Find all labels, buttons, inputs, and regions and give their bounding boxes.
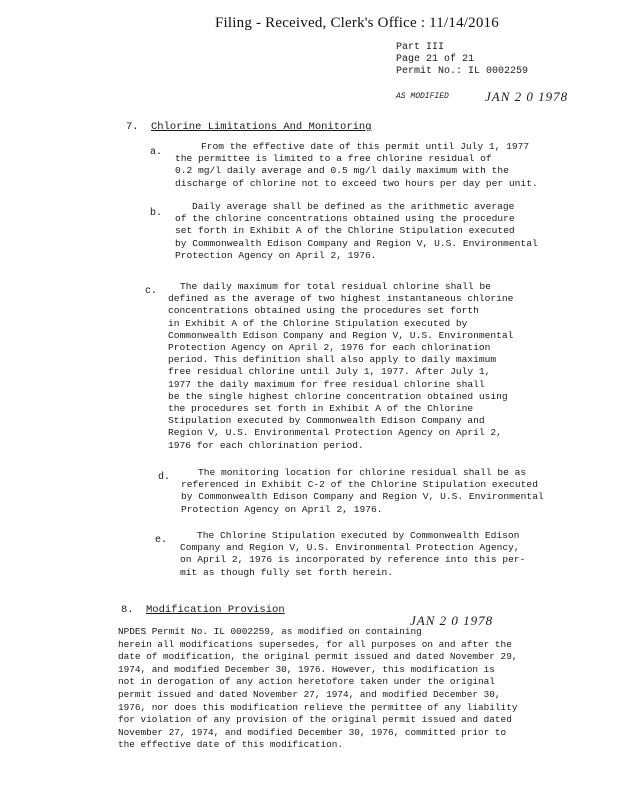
modified-label: AS MODIFIED [396, 92, 449, 101]
paragraph-line: Daily average shall be defined as the arithmetic average [192, 201, 515, 212]
paragraph-line: Protection Agency on April 2, 1976 for each chlorination [168, 342, 491, 354]
item-d-paragraph [181, 467, 571, 516]
paragraph-line: Region V, U.S. Environmental Protection Agency on April 2, [168, 427, 502, 439]
paragraph-line: the procedures set forth in Exhibit A of the Chlorine [168, 403, 474, 415]
section-8-paragraph [118, 626, 568, 752]
paragraph-line: The monitoring location for chlorine residual shall be as [198, 467, 527, 478]
paragraph-line: of the chlorine concentrations obtained using the procedure [175, 213, 515, 225]
item-b-paragraph [175, 201, 565, 262]
item-c-letter: c. [145, 286, 158, 297]
paragraph-line: Company and Region V, U.S. Environmental Protection Agency, [180, 542, 520, 554]
paragraph-line: by Commonwealth Edison Company and Region V, U.S. Environmental [181, 491, 544, 503]
paragraph-line: permit issued and dated November 27, 1974, and modified December 30, [118, 688, 501, 700]
paragraph-line: be the single highest chlorine concentration obtained using [168, 390, 508, 402]
paragraph-line: set forth in Exhibit A of the Chlorine Stipulation executed [175, 225, 515, 237]
paragraph-line: The daily maximum for total residual chlorine shall be [180, 281, 491, 292]
paragraph-line: Stipulation executed by Commonwealth Edison Company and [168, 415, 485, 427]
header-page: Page 21 of 21 [396, 54, 475, 65]
paragraph-line: herein all modifications supersedes, for all purposes on and after the [118, 638, 512, 650]
section-8-title: Modification Provision [146, 604, 285, 616]
item-e-paragraph [180, 530, 570, 579]
paragraph-line: Protection Agency on April 2, 1976. [181, 503, 383, 515]
modification-date-stamp: JAN 2 0 1978 [410, 613, 494, 628]
paragraph-line: in Exhibit A of the Chlorine Stipulation executed by [168, 317, 468, 329]
paragraph-line: on April 2, 1976 is incorporated by reference into this per- [180, 554, 526, 566]
paragraph-line: 0.2 mg/l daily average and 0.5 mg/l daily maximum with the [175, 165, 509, 177]
paragraph-line: 1976 for each chlorination period. [168, 439, 364, 451]
paragraph-line: for violation of any provision of the original permit issued and dated [118, 714, 512, 726]
item-b-letter: b. [150, 208, 163, 219]
paragraph-line: 1977 the daily maximum for free residual chlorine shall [168, 378, 485, 390]
modified-date: JAN 2 0 1978 [485, 89, 569, 104]
paragraph-line: Commonwealth Edison Company and Region V, U.S. Environmental [168, 329, 514, 341]
item-a-letter: a. [150, 147, 163, 158]
paragraph-line: mit as though fully set forth herein. [180, 566, 394, 578]
paragraph-line: referenced in Exhibit C-2 of the Chlorine Stipulation executed [181, 479, 538, 491]
section-7-number: 7. [126, 121, 139, 133]
paragraph-line: free residual chlorine until July 1, 1977. After July 1, [168, 366, 491, 378]
item-c-paragraph [168, 281, 558, 452]
paragraph-line: not in derogation of any action heretofore taken under the original [118, 676, 495, 688]
header-permit: Permit No.: IL 0002259 [396, 66, 529, 77]
paragraph-line: November 27, 1974, and modified December 30, 1976, committed prior to [118, 726, 507, 738]
section-7-title: Chlorine Limitations And Monitoring [151, 121, 372, 133]
item-a-paragraph [175, 141, 565, 190]
paragraph-line: discharge of chlorine not to exceed two hours per day per unit. [175, 177, 538, 189]
paragraph-line: defined as the average of two highest instantaneous chlorine [168, 293, 514, 305]
paragraph-line: the effective date of this modification. [118, 739, 344, 751]
paragraph-line: Protection Agency on April 2, 1976. [175, 249, 377, 261]
header-part: Part III [396, 42, 445, 53]
paragraph-line: concentrations obtained using the procedures set forth [168, 305, 479, 317]
paragraph-line: 1974, and modified December 30, 1976. However, this modification is [118, 663, 495, 675]
filing-stamp: Filing - Received, Clerk's Office : 11/14/2016 [215, 15, 499, 31]
section-8-number: 8. [121, 604, 134, 616]
paragraph-line: 1976, nor does this modification relieve the permittee of any liability [118, 701, 518, 713]
paragraph-line: period. This definition shall also apply to daily maximum [168, 354, 497, 366]
paragraph-line: date of modification, the original permit issued and dated November 29, [118, 651, 518, 663]
paragraph-line: From the effective date of this permit until July 1, 1977 [201, 141, 530, 152]
paragraph-line: NPDES Permit No. IL 0002259, as modified on containing [118, 626, 422, 637]
paragraph-line: the permittee is limited to a free chlorine residual of [175, 153, 492, 165]
paragraph-line: The Chlorine Stipulation executed by Commonwealth Edison [197, 530, 520, 541]
item-d-letter: d. [158, 472, 171, 483]
item-e-letter: e. [155, 535, 168, 546]
paragraph-line: by Commonwealth Edison Company and Region V, U.S. Environmental [175, 237, 538, 249]
